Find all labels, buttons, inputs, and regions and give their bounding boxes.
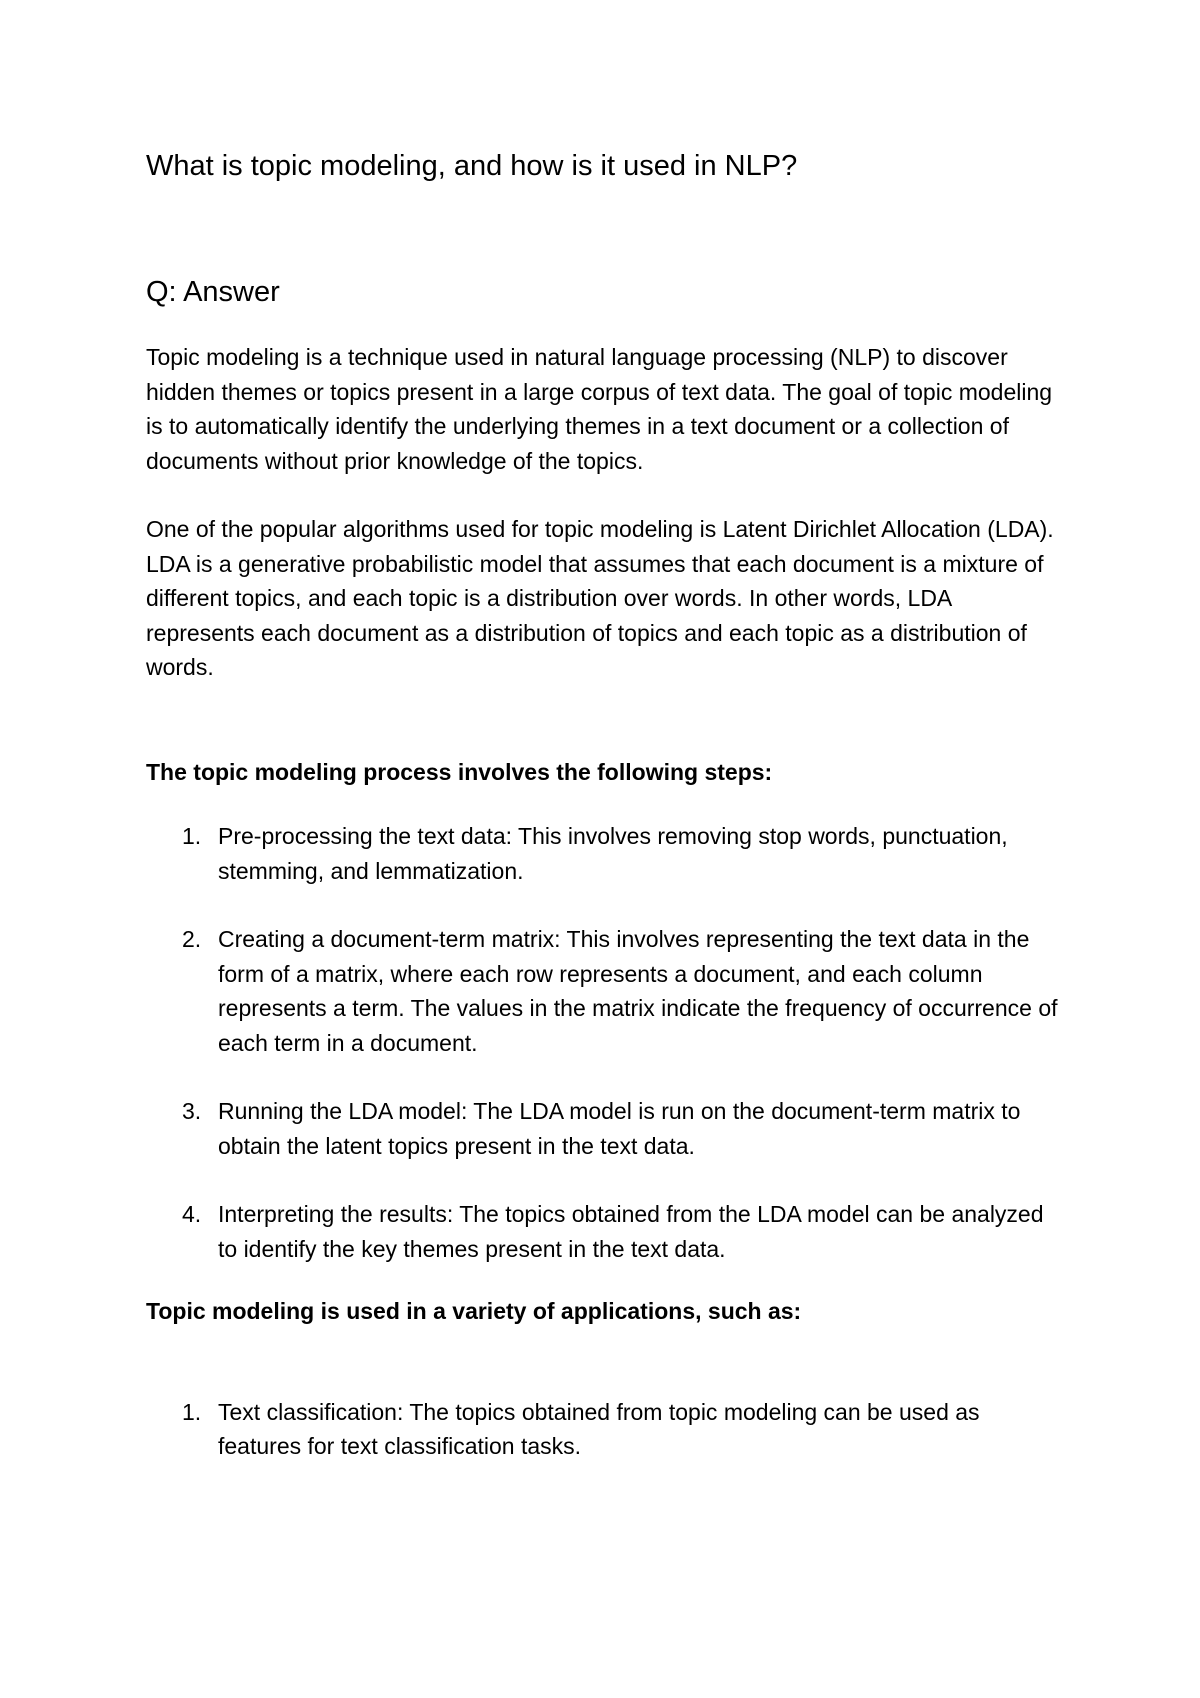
steps-heading: The topic modeling process involves the following steps:	[146, 758, 773, 785]
intro-paragraph: Topic modeling is a technique used in natural language processing (NLP) to discover hidden themes or topics present in a large corpus of text data. The goal of topic modeling is to automatically identify the underlying themes in a text document or a collection of documents without prior knowledge of the topics.	[146, 344, 1053, 474]
list-item	[146, 922, 1060, 1060]
list-item	[146, 1395, 1060, 1464]
list-number: 1.	[182, 823, 202, 849]
list-item	[146, 1094, 1060, 1163]
list-number: 3.	[182, 1098, 202, 1124]
list-item-text: Text classification: The topics obtained from topic modeling can be used as features for text classification tasks.	[218, 1398, 980, 1459]
list-number: 4.	[182, 1201, 202, 1227]
answer-heading: Q: Answer	[146, 276, 280, 308]
list-item-text: Interpreting the results: The topics obtained from the LDA model can be analyzed to identify the key themes present in the text data.	[218, 1201, 1044, 1262]
list-number: 2.	[182, 926, 202, 952]
applications-list	[146, 1395, 1060, 1464]
applications-heading: Topic modeling is used in a variety of applications, such as:	[146, 1298, 802, 1324]
list-item	[146, 1197, 1060, 1266]
list-item-text: Pre-processing the text data: This involves removing stop words, punctuation, stemming, and lemmatization.	[218, 823, 1008, 884]
list-number: 1.	[182, 1398, 202, 1425]
document-title: What is topic modeling, and how is it used in NLP?	[146, 150, 798, 182]
steps-list	[146, 819, 1060, 1266]
list-item	[146, 819, 1060, 888]
list-item-text: Running the LDA model: The LDA model is run on the document-term matrix to obtain the latent topics present in the text data.	[218, 1098, 1021, 1159]
list-item-text: Creating a document-term matrix: This involves representing the text data in the form of a matrix, where each row represents a document, and each column represents a term. The values in the matrix indicate the frequency of occurrence of each term in a document.	[218, 926, 1058, 1056]
lda-paragraph: One of the popular algorithms used for topic modeling is Latent Dirichlet Allocation (LDA). LDA is a generative probabilistic model that assumes that each document is a mixture of different topics, and each topic is a distribution over words. In other words, LDA represents each document as a distribution of topics and each topic as a distribution of words.	[146, 516, 1054, 680]
